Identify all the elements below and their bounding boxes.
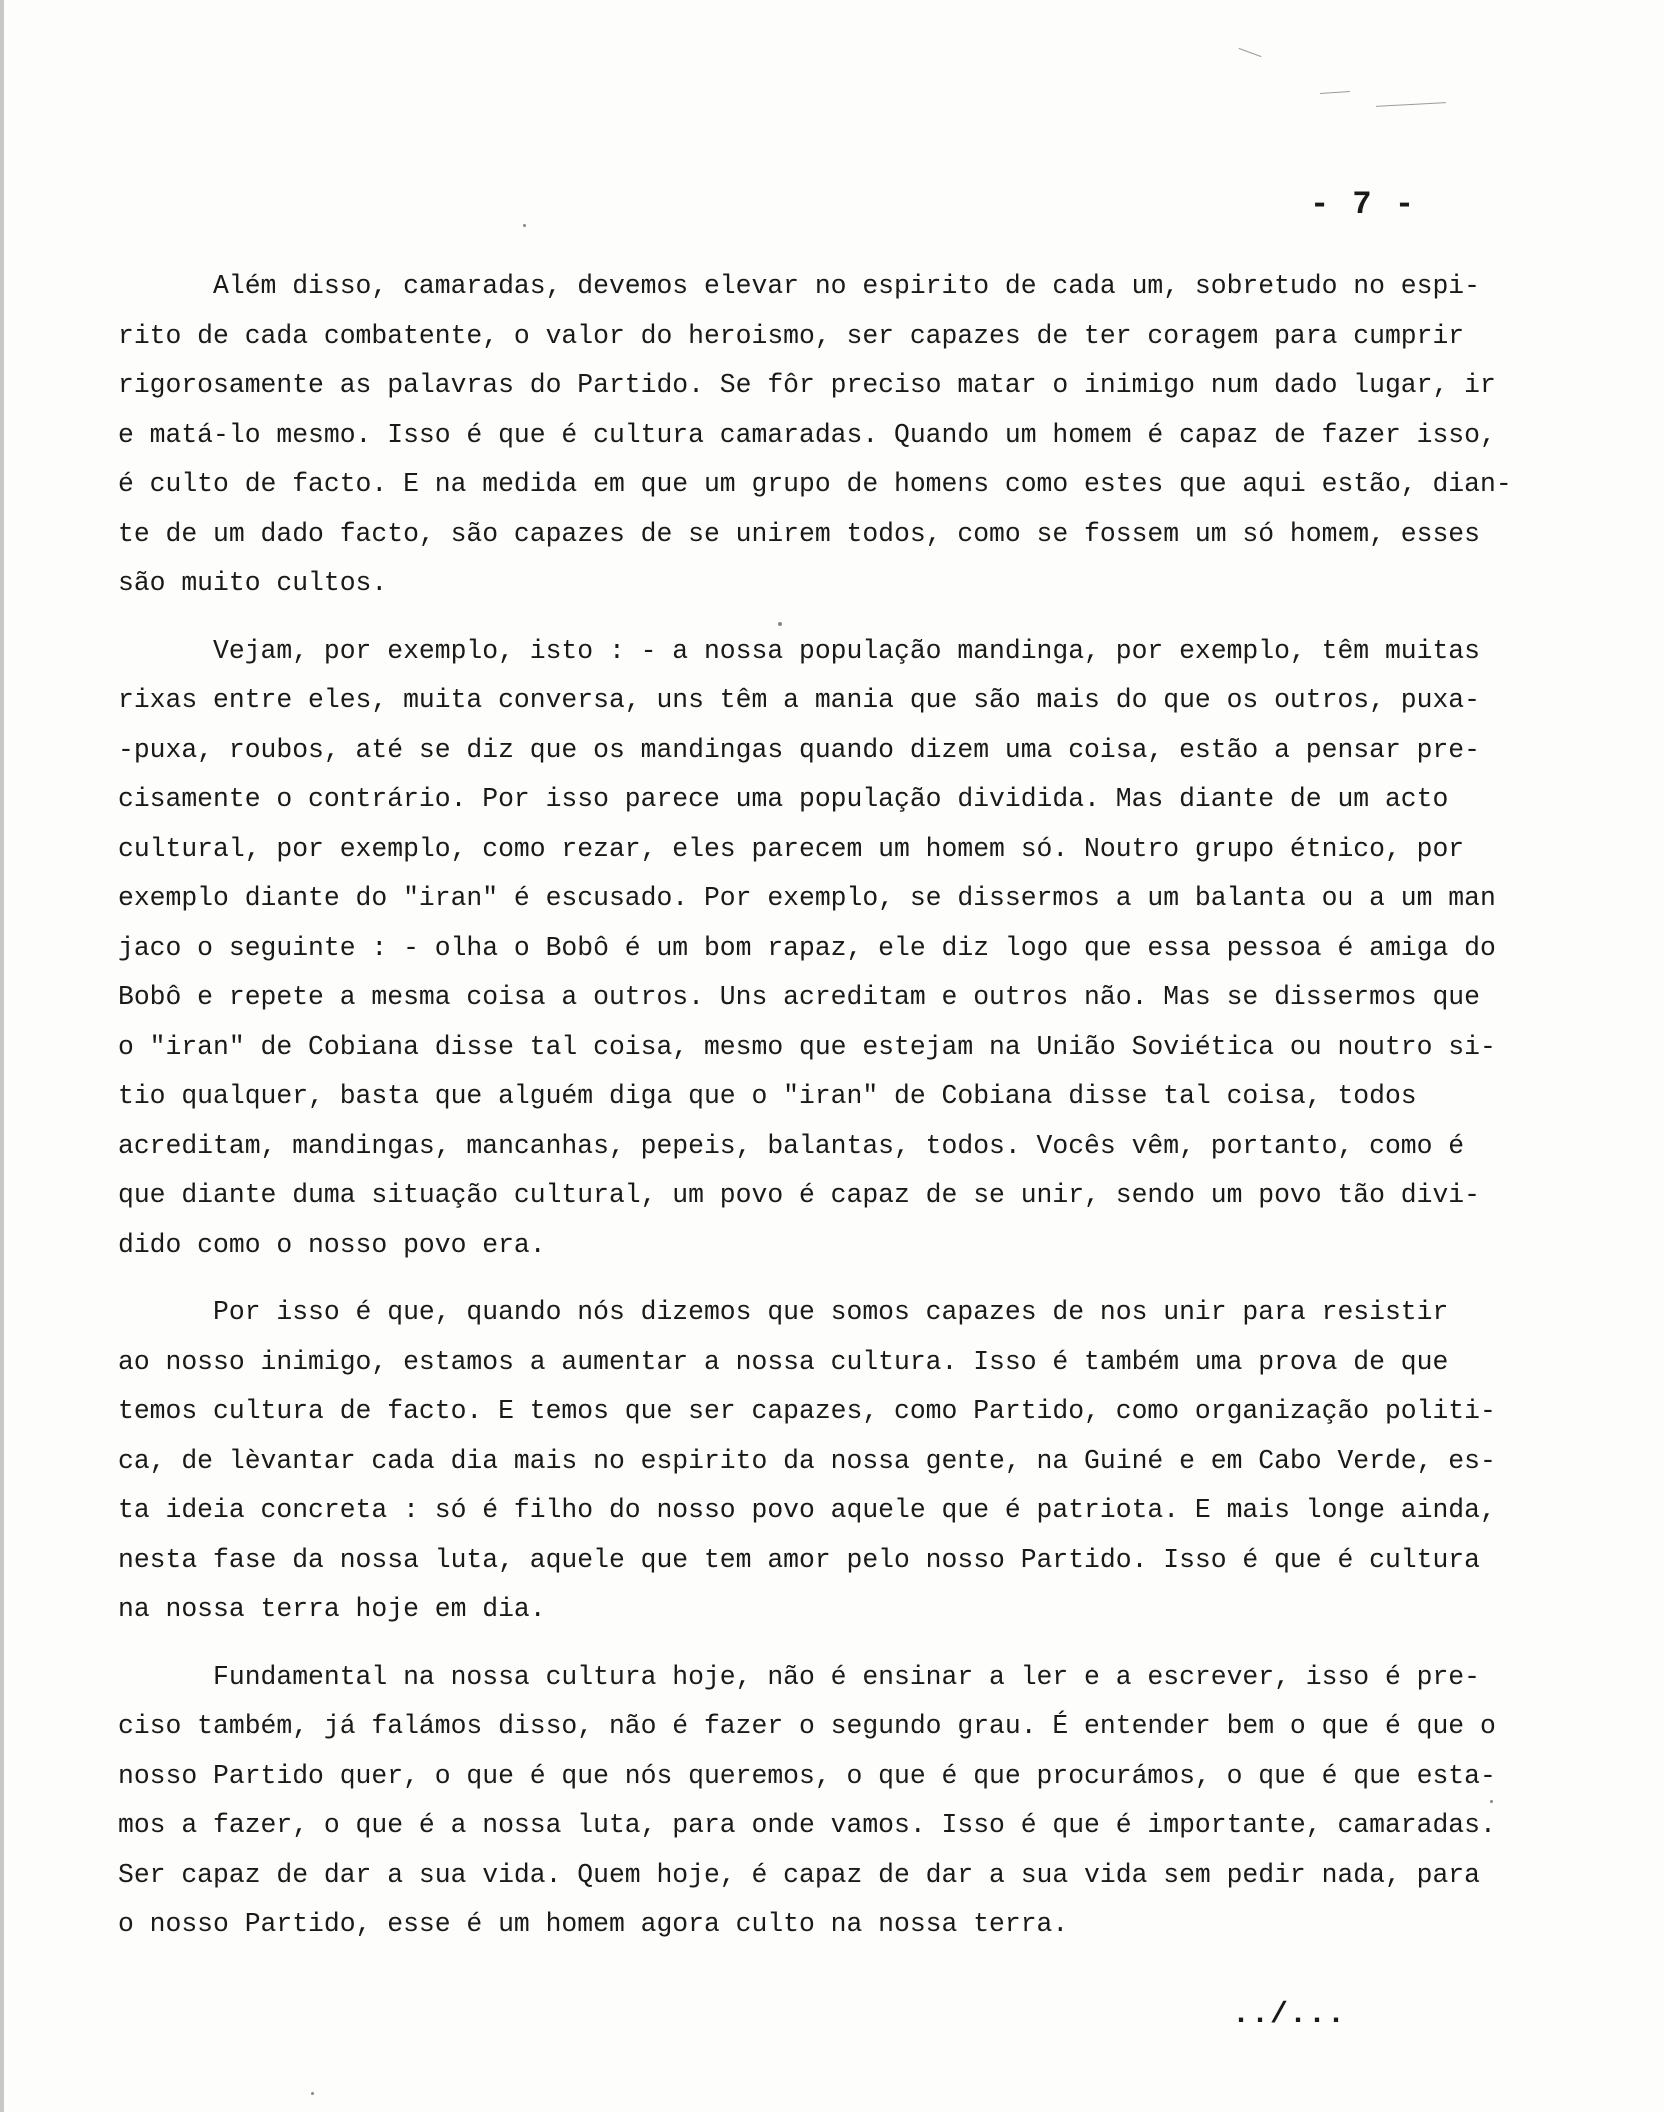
scan-edge <box>0 0 4 2112</box>
text-line: o "iran" de Cobiana disse tal coisa, mesmo que estejam na União Soviética ou noutro si- <box>118 1031 1496 1062</box>
text-line: ciso também, já falámos disso, não é fazer o segundo grau. É entender bem o que é que o <box>118 1711 1496 1741</box>
body-text <box>118 262 1518 1950</box>
paragraph-gap <box>118 609 1518 627</box>
text-line: são muito cultos. <box>118 568 388 598</box>
text-line: Bobô e repete a mesma coisa a outros. Uns acreditam e outros não. Mas se dissermos que <box>118 982 1480 1012</box>
text-line: exemplo diante do "iran" é escusado. Por exemplo, se dissermos a um balanta ou a um man <box>118 883 1496 913</box>
text-line: ta ideia concreta : só é filho do nosso povo aquele que é patriota. E mais longe ainda, <box>118 1495 1496 1525</box>
continuation-mark: ../... <box>1232 1998 1347 2032</box>
text-line: te de um dado facto, são capazes de se unirem todos, como se fossem um só homem, esses <box>118 518 1480 549</box>
paragraph-gap <box>118 1635 1518 1653</box>
text-line: cultural, por exemplo, como rezar, eles parecem um homem só. Noutro grupo étnico, por <box>118 833 1465 864</box>
scan-speck <box>311 2092 314 2095</box>
text-line: o nosso Partido, esse é um homem agora culto na nossa terra. <box>118 1909 1069 1939</box>
text-line: Por isso é que, quando nós dizemos que somos capazes de nos unir para resistir <box>118 1297 1449 1327</box>
text-line: rigorosamente as palavras do Partido. Se fôr preciso matar o inimigo num dado lugar, ir <box>118 370 1496 400</box>
text-line: Vejam, por exemplo, isto : - a nossa população mandinga, por exemplo, têm muitas <box>118 635 1480 666</box>
text-line: Ser capaz de dar a sua vida. Quem hoje, é capaz de dar a sua vida sem pedir nada, para <box>118 1859 1480 1890</box>
scan-scratch <box>1376 102 1446 107</box>
text-line: jaco o seguinte : - olha o Bobô é um bom rapaz, ele diz logo que essa pessoa é amiga do <box>118 932 1496 963</box>
text-line: acreditam, mandingas, mancanhas, pepeis, balantas, todos. Vocês vêm, portanto, como é <box>118 1130 1465 1161</box>
text-line: Fundamental na nossa cultura hoje, não é ensinar a ler e a escrever, isso é pre- <box>118 1661 1480 1692</box>
page-number: - 7 - <box>1310 186 1417 223</box>
scan-speck <box>778 622 782 626</box>
paragraph-gap <box>118 1270 1518 1288</box>
text-line: nosso Partido quer, o que é que nós queremos, o que é que procurámos, o que é que esta- <box>118 1760 1496 1791</box>
text-line: tio qualquer, basta que alguém diga que o "iran" de Cobiana disse tal coisa, todos <box>118 1081 1417 1111</box>
scan-speck <box>1490 1800 1493 1803</box>
text-line: rixas entre eles, muita conversa, uns têm a mania que são mais do que os outros, puxa- <box>118 685 1480 715</box>
text-line: Além disso, camaradas, devemos elevar no espirito de cada um, sobretudo no espi- <box>118 271 1480 301</box>
text-line: e matá-lo mesmo. Isso é que é cultura camaradas. Quando um homem é capaz de fazer isso, <box>118 419 1496 450</box>
text-line: dido como o nosso povo era. <box>118 1229 546 1260</box>
text-line: temos cultura de facto. E temos que ser capazes, como Partido, como organização politi- <box>118 1396 1496 1426</box>
scan-scratch <box>1320 91 1350 94</box>
text-line: -puxa, roubos, até se diz que os mandingas quando dizem uma coisa, estão a pensar pre- <box>118 734 1480 765</box>
text-line: nesta fase da nossa luta, aquele que tem amor pelo nosso Partido. Isso é que é cultura <box>118 1544 1480 1575</box>
text-line: ca, de lèvantar cada dia mais no espirito da nossa gente, na Guiné e em Cabo Verde, es- <box>118 1445 1496 1476</box>
scan-speck <box>523 224 526 227</box>
text-line: na nossa terra hoje em dia. <box>118 1594 546 1624</box>
text-line: mos a fazer, o que é a nossa luta, para onde vamos. Isso é que é importante, camaradas. <box>118 1810 1496 1840</box>
text-line: que diante duma situação cultural, um povo é capaz de se unir, sendo um povo tão divi- <box>118 1180 1480 1210</box>
text-line: ao nosso inimigo, estamos a aumentar a nossa cultura. Isso é também uma prova de que <box>118 1346 1449 1377</box>
text-line: cisamente o contrário. Por isso parece uma população dividida. Mas diante de um acto <box>118 784 1449 814</box>
text-line: é culto de facto. E na medida em que um grupo de homens como estes que aqui estão, dian- <box>118 469 1512 499</box>
text-line: rito de cada combatente, o valor do heroismo, ser capazes de ter coragem para cumprir <box>118 320 1465 351</box>
scan-scratch <box>1239 48 1262 57</box>
